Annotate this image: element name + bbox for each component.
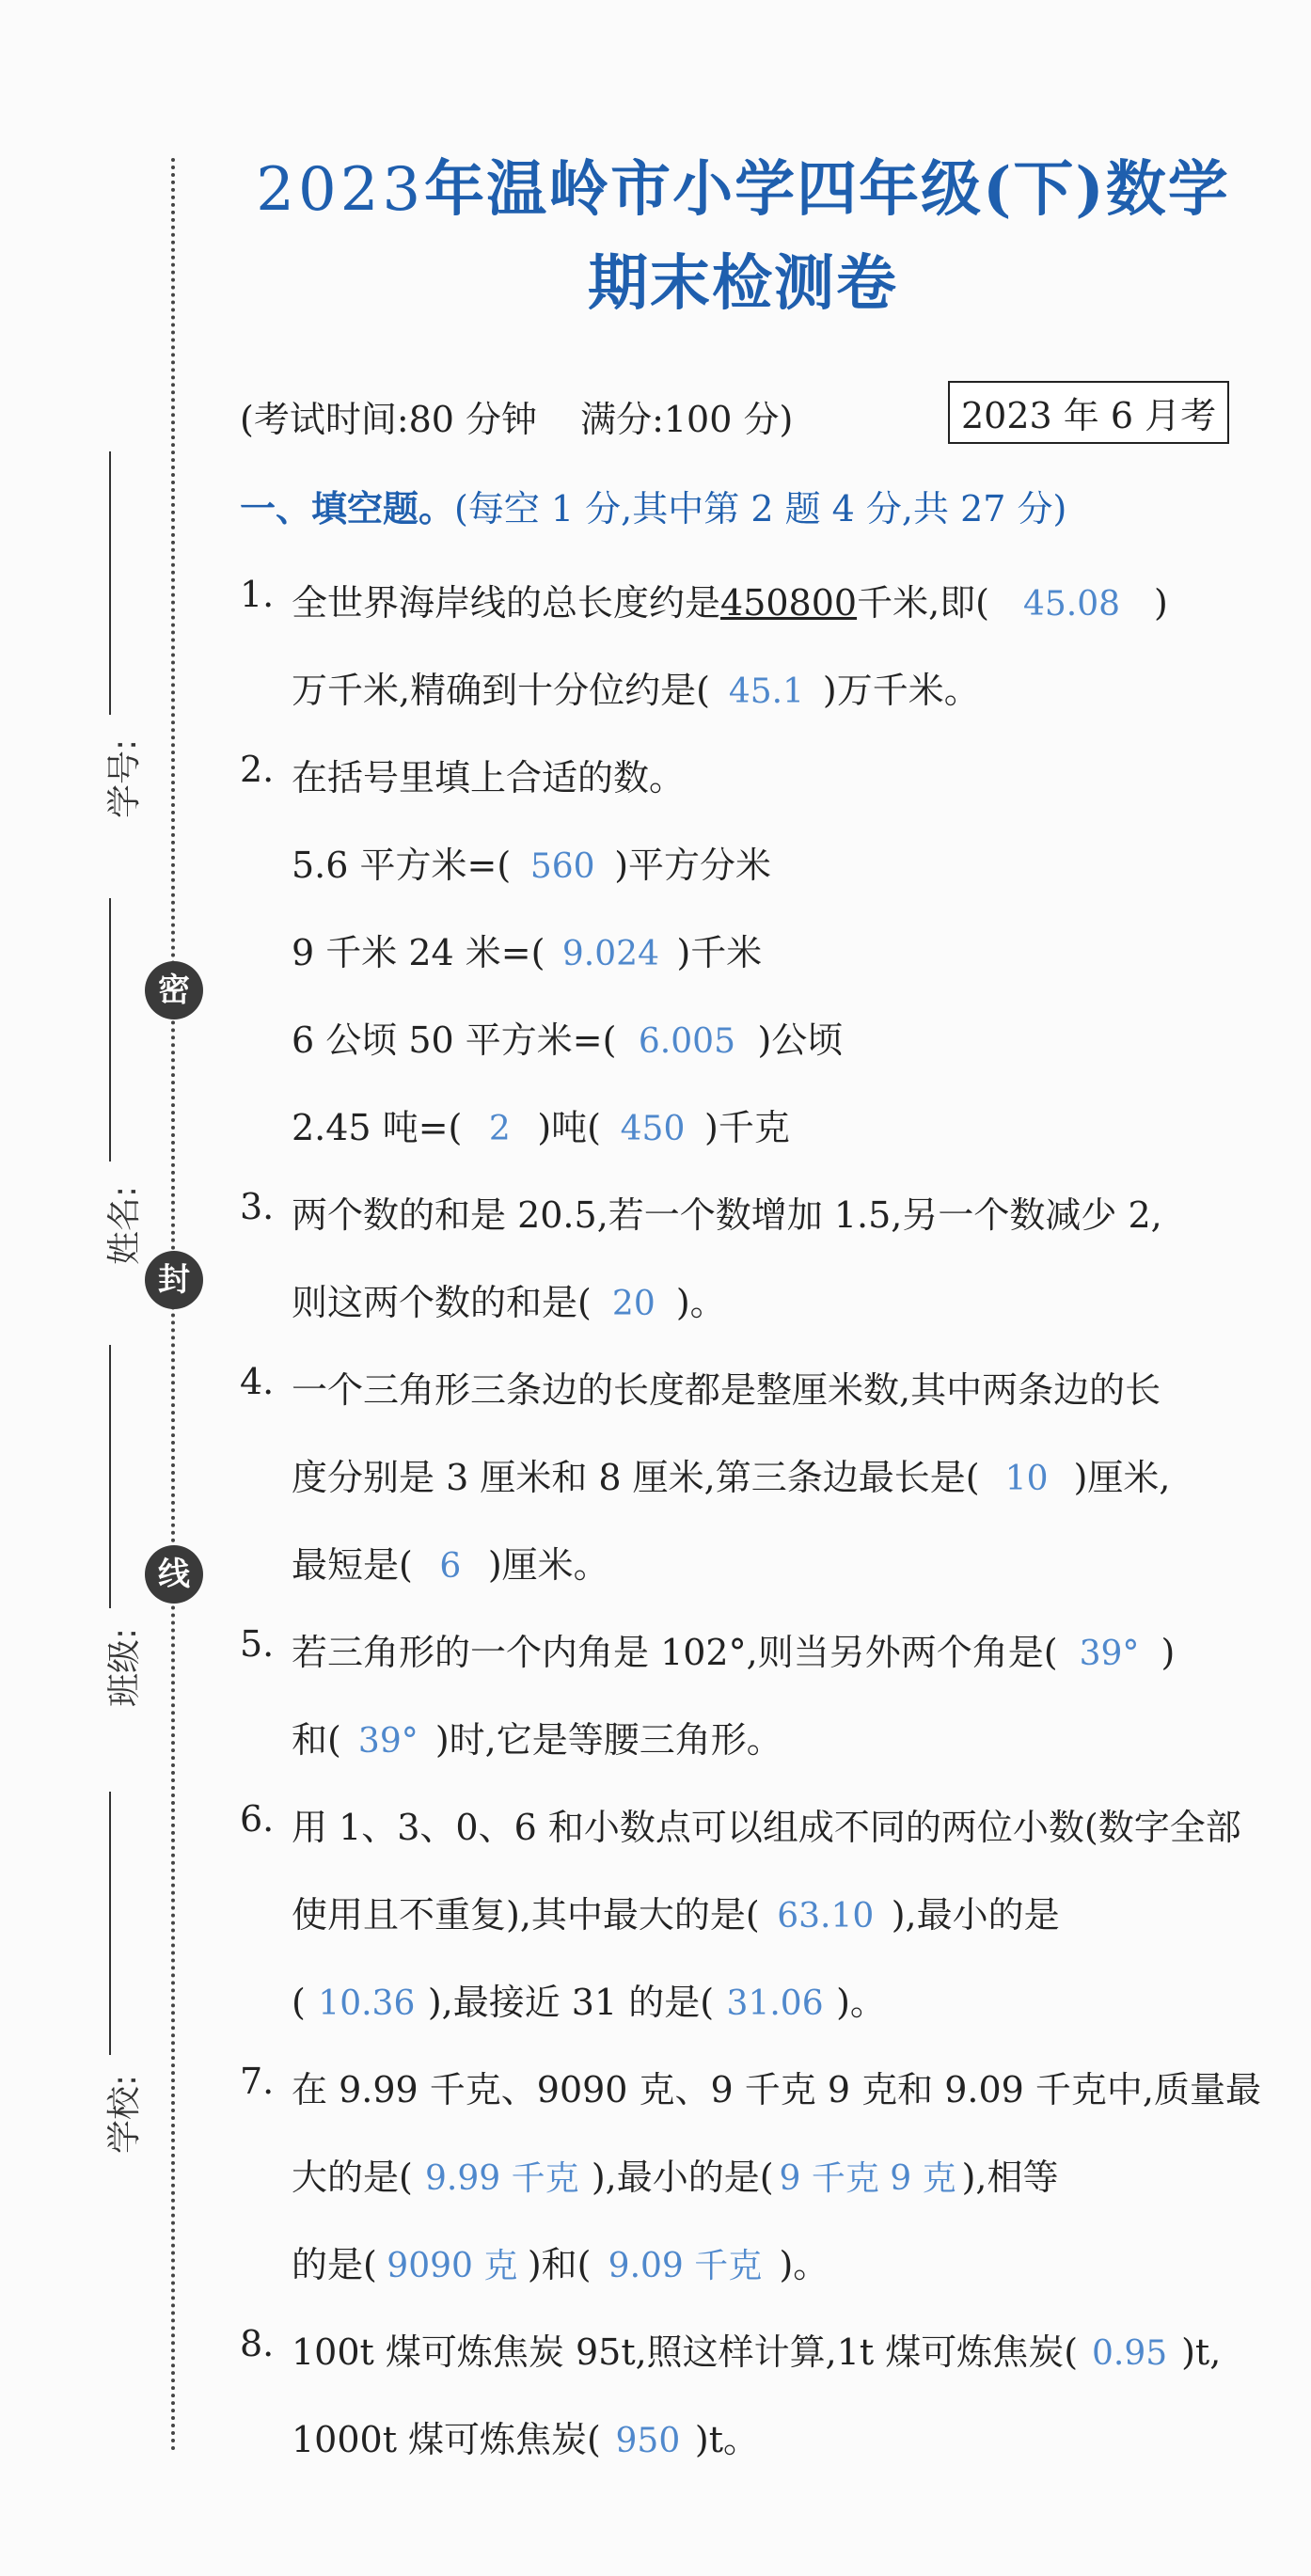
q1-answer2: 45.1 — [728, 672, 804, 711]
q8-line2: 1000t 煤可炼焦炭( 950 )t。 — [292, 2419, 759, 2460]
q2-line4: 2.45 吨=( 2 )吨( 450 )千克 — [292, 1107, 790, 1148]
q8-answer2: 950 — [615, 2422, 681, 2460]
q1-answer1: 45.08 — [1022, 585, 1121, 624]
q7-line3: 的是( 9090 克 )和( 9.09 千克 )。 — [292, 2236, 829, 2287]
q1-line1: 全世界海岸线的总长度约是450800千米,即( 45.08 ) — [292, 582, 1168, 624]
q2-answer3: 6.005 — [638, 1022, 735, 1061]
exam-time: (考试时间:80 分钟 — [240, 399, 538, 440]
q3-line2: 则这两个数的和是( 20 )。 — [292, 1282, 726, 1323]
name-line[interactable] — [109, 898, 111, 1162]
q3-line1: 两个数的和是 20.5,若一个数增加 1.5,另一个数减少 2, — [292, 1194, 1162, 1236]
q4-number: 4. — [240, 1361, 275, 1402]
exam-score: 满分:100 分) — [580, 399, 794, 440]
q5-line1: 若三角形的一个内角是 102°,则当另外两个角是( 39° ) — [292, 1632, 1176, 1673]
q1-line2: 万千米,精确到十分位约是( 45.1 )万千米。 — [292, 670, 980, 711]
q4-line1: 一个三角形三条边的长度都是整厘米数,其中两条边的长 — [292, 1369, 1161, 1411]
q8-number: 8. — [240, 2323, 275, 2364]
exam-info — [240, 390, 793, 442]
q4-line3: 最短是( 6 )厘米。 — [292, 1544, 609, 1586]
student-id-line[interactable] — [109, 451, 111, 715]
title-year: 2023 — [256, 155, 425, 225]
name-label: 姓名: — [105, 1185, 144, 1265]
school-line[interactable] — [109, 1792, 111, 2055]
seal-xian: 线 — [145, 1545, 203, 1604]
q7-number: 7. — [240, 2061, 275, 2102]
q6-line1: 用 1、3、0、6 和小数点可以组成不同的两位小数(数字全部 — [292, 1807, 1241, 1848]
q2-stem: 在括号里填上合适的数。 — [292, 757, 686, 798]
page-title-line2: 期末检测卷 — [588, 248, 898, 319]
q5-answer2: 39° — [357, 1722, 419, 1761]
q3-number: 3. — [240, 1186, 275, 1227]
section-note: (每空 1 分,其中第 2 题 4 分,共 27 分) — [454, 488, 1067, 529]
q2-answer1: 560 — [529, 847, 595, 886]
q8-answer1: 0.95 — [1092, 2334, 1168, 2373]
q6-line3: ( 10.36 ),最接近 31 的是( 31.06 )。 — [292, 1982, 886, 2023]
q5-line2: 和( 39° )时,它是等腰三角形。 — [292, 1719, 782, 1761]
page-title-line1 — [226, 141, 1260, 228]
q5-number: 5. — [240, 1623, 275, 1665]
q7-answer2: 9 千克 9 克 — [779, 2159, 956, 2198]
q3-answer: 20 — [611, 1285, 656, 1323]
q2-line1: 5.6 平方米=( 560 )平方分米 — [292, 845, 772, 886]
q2-line3: 6 公顷 50 平方米=( 6.005 )公顷 — [292, 1019, 844, 1061]
q6-line2: 使用且不重复),其中最大的是( 63.10 ),最小的是 — [292, 1894, 1060, 1936]
q6-answer1: 63.10 — [777, 1897, 875, 1936]
q2-answer2: 9.024 — [561, 935, 659, 973]
q7-line1: 在 9.99 千克、9090 克、9 千克 9 克和 9.09 千克中,质量最 — [292, 2069, 1261, 2110]
section-title: 一、填空题。 — [240, 488, 455, 529]
seal-mi: 密 — [145, 961, 203, 1019]
q7-line2: 大的是( 9.99 千克 ),最小的是( 9 千克 9 克 ),相等 — [292, 2148, 1058, 2200]
class-line[interactable] — [109, 1345, 111, 1608]
q2-answer5: 450 — [620, 1110, 686, 1148]
exam-date-box: 2023 年 6 月考 — [948, 381, 1229, 444]
q4-answer2: 6 — [439, 1547, 462, 1586]
seal-feng: 封 — [145, 1251, 203, 1309]
q4-answer1: 10 — [1004, 1460, 1049, 1498]
school-label: 学校: — [105, 2074, 144, 2154]
q6-answer2: 10.36 — [318, 1984, 416, 2023]
class-label: 班级: — [105, 1627, 144, 1707]
q6-answer3: 31.06 — [726, 1984, 824, 2023]
q1-number: 1. — [240, 574, 275, 615]
q4-line2: 度分别是 3 厘米和 8 厘米,第三条边最长是( 10 )厘米, — [292, 1457, 1171, 1498]
q7-answer1: 9.99 千克 — [425, 2159, 579, 2198]
q5-answer1: 39° — [1079, 1635, 1140, 1673]
binding-margin — [0, 0, 216, 2576]
section-heading — [240, 480, 1066, 531]
student-id-label: 学号: — [105, 738, 144, 818]
q2-line2: 9 千米 24 米=( 9.024 )千米 — [292, 932, 763, 973]
q2-answer4: 2 — [488, 1110, 511, 1148]
q6-number: 6. — [240, 1798, 275, 1840]
q8-line1: 100t 煤可炼焦炭 95t,照这样计算,1t 煤可炼焦炭( 0.95 )t, — [292, 2331, 1222, 2373]
q7-answer3: 9090 克 — [387, 2247, 518, 2285]
q2-number: 2. — [240, 749, 275, 790]
q1-underlined-number: 450800 — [720, 582, 858, 624]
q7-answer4: 9.09 千克 — [608, 2247, 763, 2285]
title-rest: 年温岭市小学四年级(下)数学 — [424, 154, 1230, 225]
